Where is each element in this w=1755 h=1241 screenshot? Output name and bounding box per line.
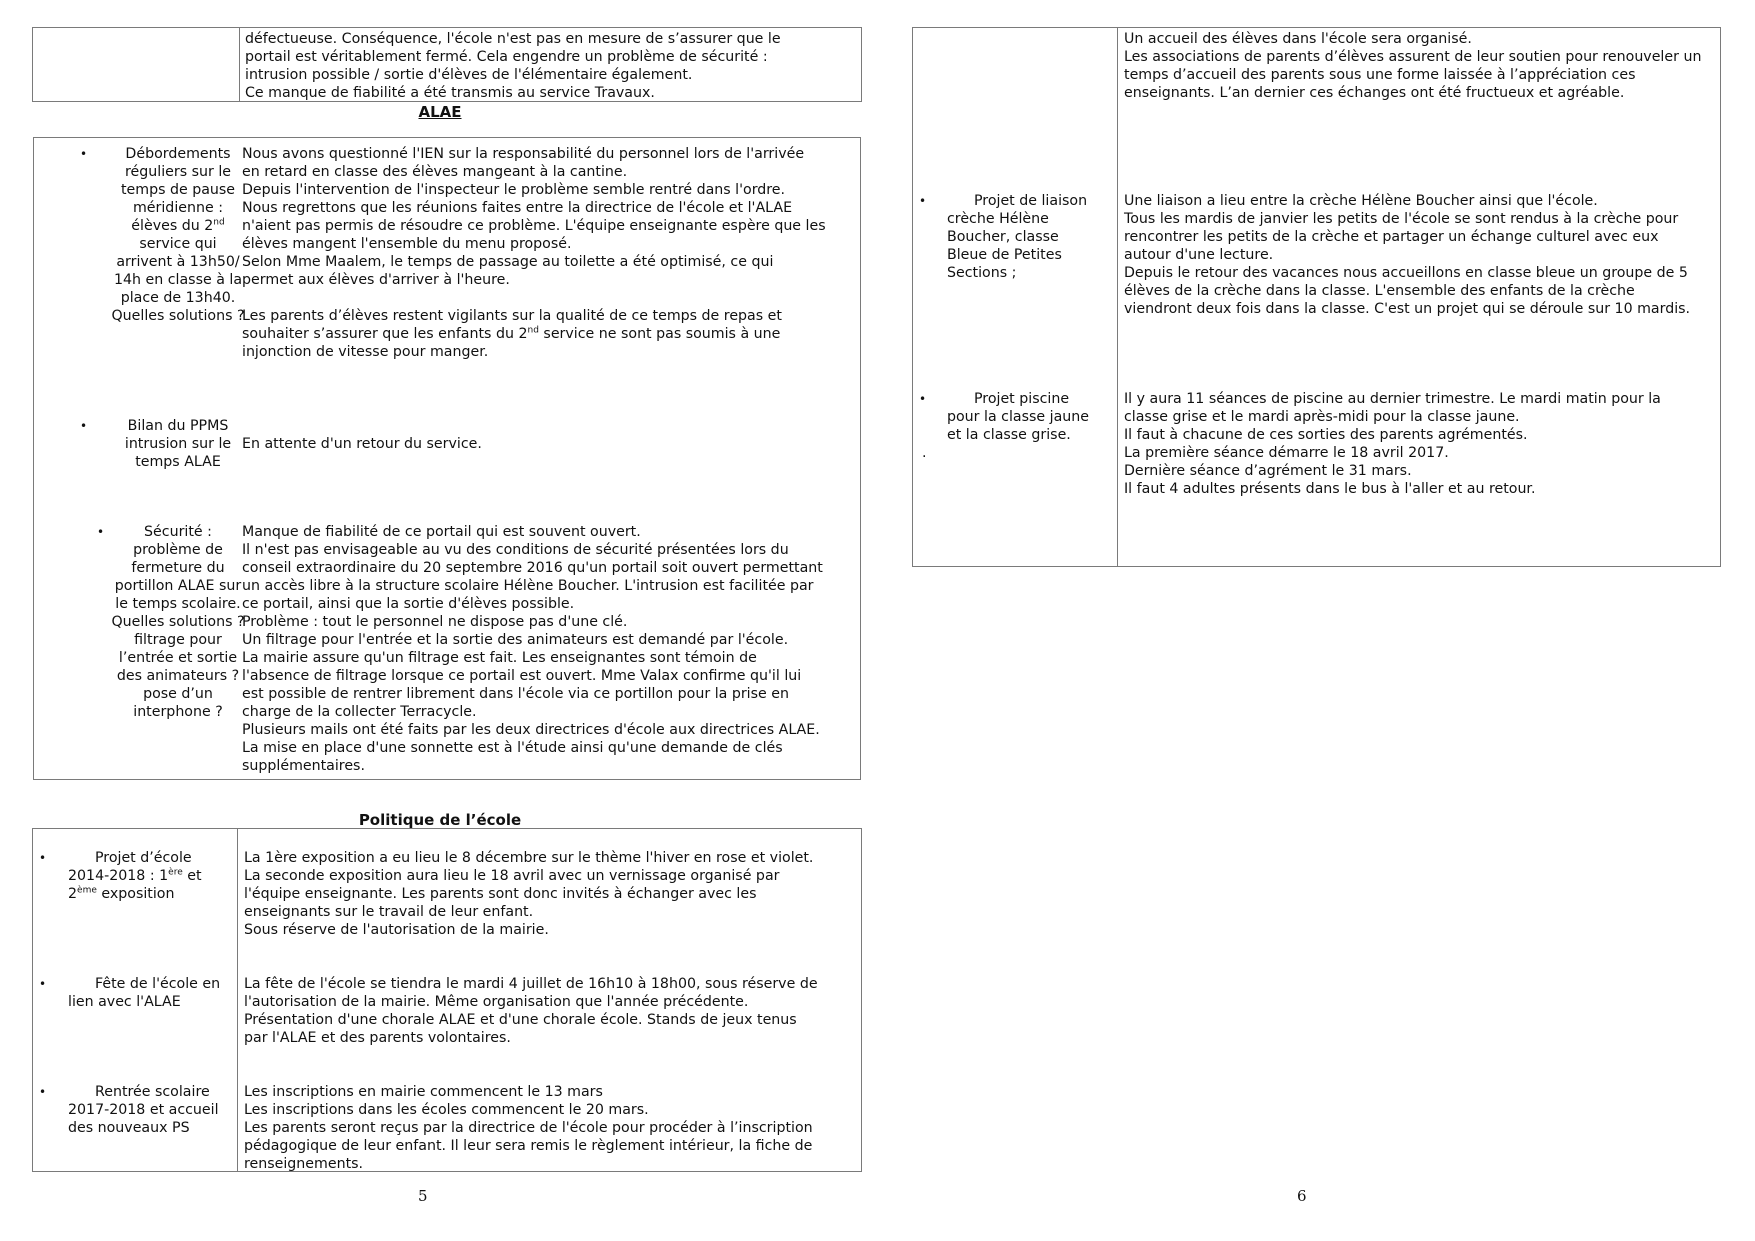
alae-item-label: Débordements réguliers sur le temps de pause méridienne : élèves du 2nd service qui arrivent à 13h50/ 14h en classe à la place de 13h40. Quelles solutions ? — [111, 146, 245, 324]
bullet-icon: • — [80, 419, 88, 433]
continuation-table — [32, 27, 862, 102]
alae-item-response: En attente d'un retour du service. — [242, 436, 482, 452]
bullet-icon: • — [919, 392, 927, 406]
bullet-icon: • — [80, 147, 88, 161]
page6-item-label: Projet piscine pour la classe jaune et la classe grise. — [947, 391, 1089, 443]
page-number: 6 — [1297, 1187, 1307, 1205]
bullet-icon: • — [919, 194, 927, 208]
bullet-icon: • — [39, 977, 47, 991]
page6-item-response: Une liaison a lieu entre la crèche Hélène Boucher ainsi que l'école. Tous les mardis de janvier les petits de l'école se sont rendus à la crèche pour rencontrer les petits de la crèche et partager un échange culturel avec eux autour d'une lecture. Depuis le retour des vacances nous accueillons en classe bleue un groupe de 5 élèves de la crèche dans la classe. L'ensemble des enfants de la crèche viendront deux fois dans la classe. C'est un projet qui se déroule sur 10 mardis. — [1124, 193, 1691, 317]
alae-item-response-parents: Les parents d’élèves restent vigilants sur la qualité de ce temps de repas et souhaiter s’assurer que les enfants du 2nd service ne sont pas soumis à une injonction de vitesse pour manger. — [242, 308, 782, 360]
bullet-icon: • — [39, 1085, 47, 1099]
page6-item-response: Il y aura 11 séances de piscine au dernier trimestre. Le mardi matin pour la classe grise et le mardi après-midi pour la classe jaune. Il faut à chacune de ces sorties des parents agrémentés. La première séance démarre le 18 avril 2017. Dernière séance d’agrément le 31 mars. Il faut 4 adultes présents dans le bus à l'aller et au retour. — [1124, 391, 1661, 497]
politique-item-label: Fête de l'école en lien avec l'ALAE — [68, 976, 221, 1010]
politique-heading: Politique de l’école — [358, 811, 522, 829]
bullet-icon: • — [97, 525, 105, 539]
alae-item-response: Manque de fiabilité de ce portail qui est souvent ouvert. Il n'est pas envisageable au vu des conditions de sécurité présentées lors du conseil extraordinaire du 20 septembre 2016 qu'un portail soit ouvert permettant un accès libre à la structure scolaire Hélène Boucher. L'intrusion est facilitée par ce portail, ainsi que la sortie d'élèves possible. Problème : tout le personnel ne dispose pas d'une clé. Un filtrage pour l'entrée et la sortie des animateurs est demandé par l'école. La mairie assure qu'un filtrage est fait. Les enseignantes sont témoin de l'absence de filtrage lorsque ce portail est ouvert. Mme Valax confirme qu'il lui est possible de rentrer librement dans l'école via ce portillon pour la prise en charge de la collecter Terracycle. Plusieurs mails ont été faits par les deux directrices d'école aux directrices ALAE. La mise en place d'une sonnette est à l'étude ainsi qu'une demande de clés supplémentaires. — [242, 524, 823, 774]
alae-table — [33, 137, 861, 780]
politique-item-response: La 1ère exposition a eu lieu le 8 décembre sur le thème l'hiver en rose et violet. La seconde exposition aura lieu le 18 avril avec un vernissage organisé par l'équipe enseignante. Les parents sont donc invités à échanger avec les enseignants sur le travail de leur enfant. Sous réserve de l'autorisation de la mairie. — [244, 850, 814, 938]
politique-table — [32, 828, 862, 1172]
column-divider — [1117, 28, 1118, 566]
politique-item-response: La fête de l'école se tiendra le mardi 4 juillet de 16h10 à 18h00, sous réserve de l'autorisation de la mairie. Même organisation que l'année précédente. Présentation d'une chorale ALAE et d'une chorale école. Stands de jeux tenus par l'ALAE et des parents volontaires. — [244, 976, 818, 1046]
page6-item-response: Un accueil des élèves dans l'école sera organisé. Les associations de parents d’élèves assurent de leur soutien pour renouveler un temps d’accueil des parents sous une forme laissée à l’appréciation ces enseignants. L’an dernier ces échanges ont été fructueux et agréable. — [1124, 31, 1702, 101]
bullet-icon: • — [39, 851, 47, 865]
page6-item-label: Projet de liaison crèche Hélène Boucher, classe Bleue de Petites Sections ; — [947, 193, 1088, 281]
page-number: 5 — [418, 1187, 428, 1205]
page6-table — [912, 27, 1721, 567]
alae-item-label: Bilan du PPMS intrusion sur le temps ALAE — [124, 418, 232, 470]
alae-item-response: Nous avons questionné l'IEN sur la responsabilité du personnel lors de l'arrivée en retard en classe des élèves mangeant à la cantine. Depuis l'intervention de l'inspecteur le problème semble rentré dans l'ordre. Nous regrettons que les réunions faites entre la directrice de l'école et l'ALAE n'aient pas permis de résoudre ce problème. L'équipe enseignante espère que les élèves mangent l'ensemble du menu proposé. Selon Mme Maalem, le temps de passage au toilette a été optimisé, ce qui permet aux élèves d'arriver à l'heure. — [242, 146, 826, 288]
continuation-text: défectueuse. Conséquence, l'école n'est pas en mesure de s’assurer que le portail est véritablement fermé. Cela engendre un problème de sécurité : intrusion possible / sortie d'élèves de l'élémentaire également. Ce manque de fiabilité a été transmis au service Travaux. — [245, 31, 781, 101]
column-divider — [239, 28, 240, 101]
politique-item-response: Les inscriptions en mairie commencent le 13 mars Les inscriptions dans les écoles commencent le 20 mars. Les parents seront reçus par la directrice de l'école pour procéder à l’inscription pédagogique de leur enfant. Il leur sera remis le règlement intérieur, la fiche de renseignements. — [244, 1084, 813, 1172]
politique-item-label: Projet d’école 2014-2018 : 1ère et 2ème exposition — [68, 850, 202, 902]
stray-dot: . — [922, 445, 927, 461]
politique-item-label: Rentrée scolaire 2017-2018 et accueil des nouveaux PS — [68, 1084, 219, 1136]
alae-heading: ALAE — [418, 103, 462, 121]
alae-item-label: Sécurité : problème de fermeture du portillon ALAE sur le temps scolaire. Quelles solutions ? filtrage pour l’entrée et sortie des animateurs ? pose d’un interphone ? — [111, 524, 245, 720]
